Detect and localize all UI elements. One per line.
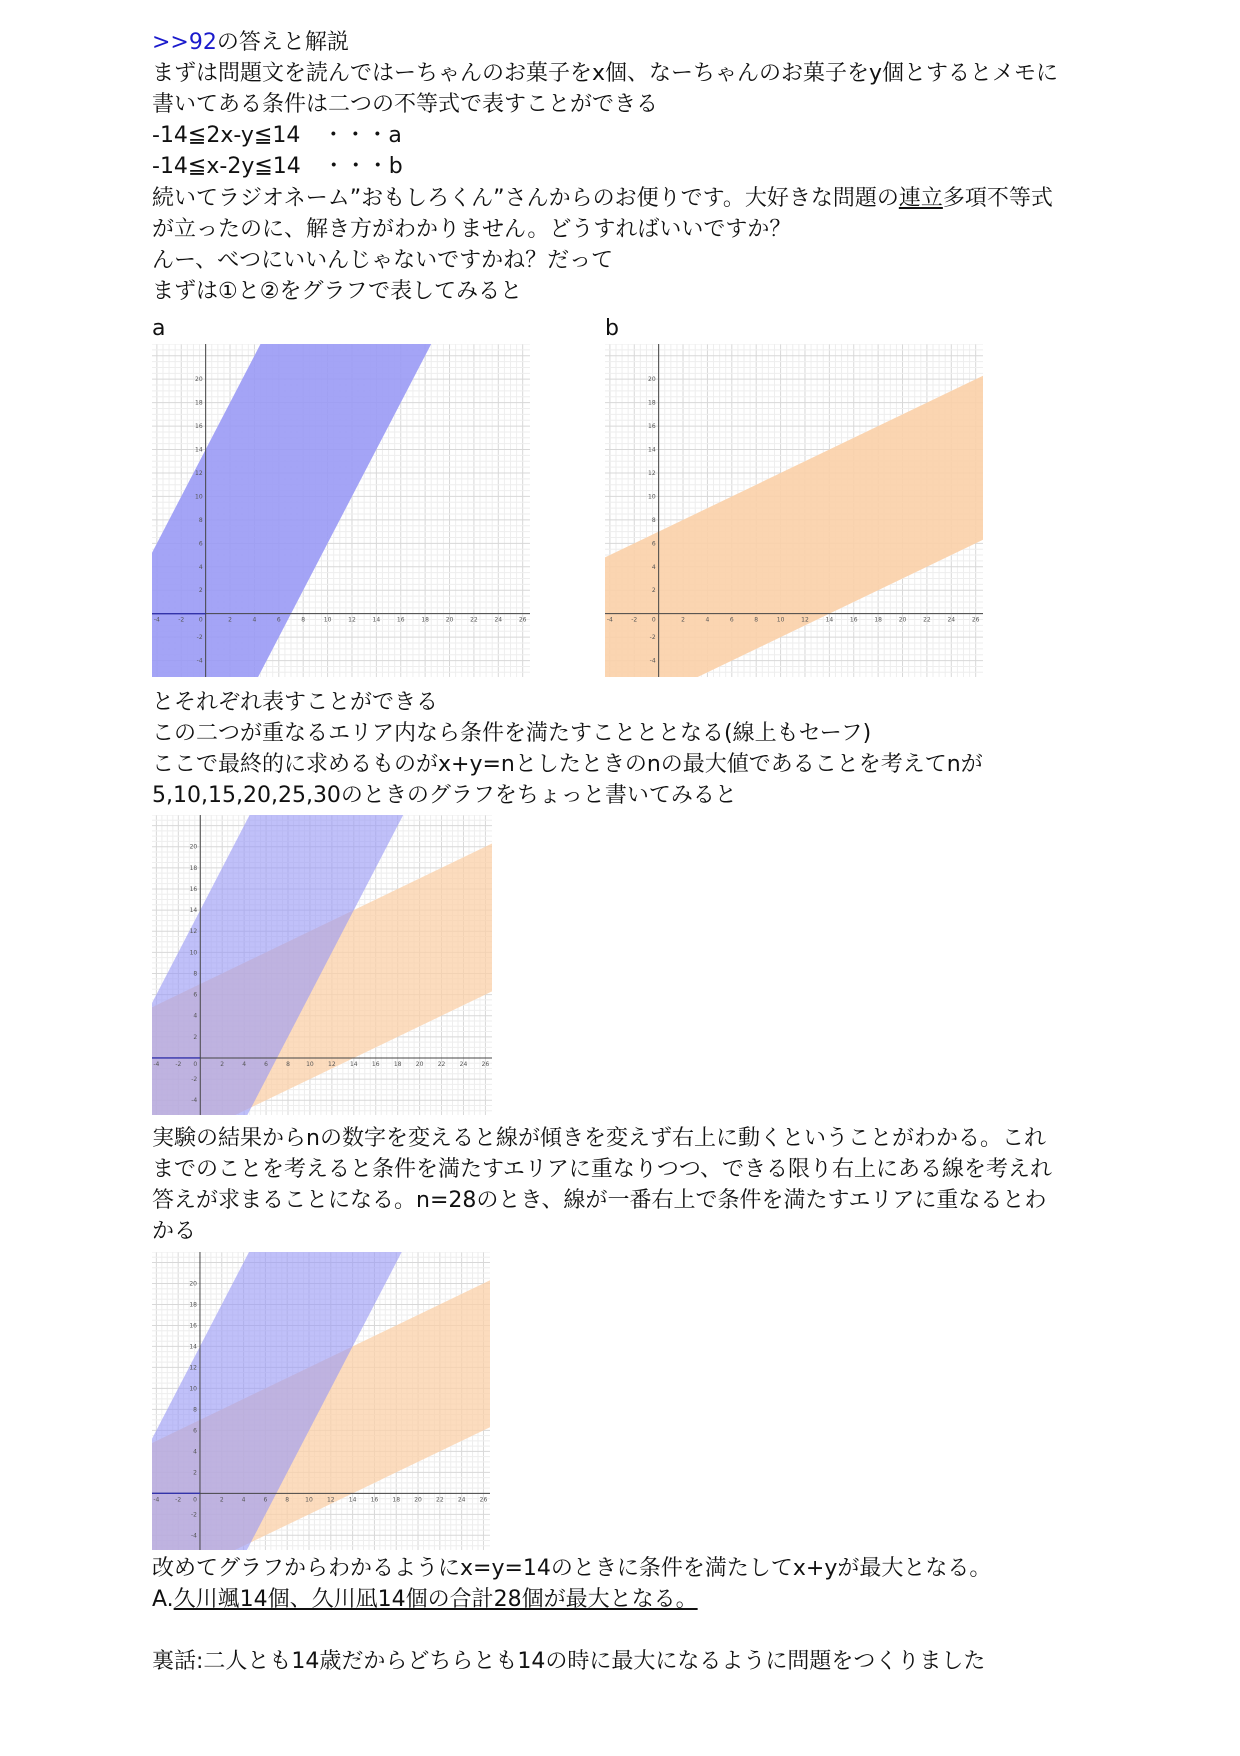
y-tick-label: 12: [648, 469, 656, 477]
x-tick-label: 26: [518, 616, 527, 624]
y-tick-label: 6: [198, 540, 203, 548]
x-tick-label: 12: [326, 1496, 335, 1504]
line-3: 書いてある条件は二つの不等式で表すことができる: [152, 92, 659, 117]
x-tick-label: 8: [285, 1496, 290, 1504]
line-14: 実験の結果からnの数字を変えると線が傾きを変えず右上に動くということがわかる。これ: [152, 1126, 1046, 1151]
y-tick-label: 10: [189, 1385, 197, 1393]
line-11: この二つが重なるエリア内なら条件を満たすことととなる(線上もセーフ): [152, 721, 872, 746]
origin-label: 0: [193, 1496, 197, 1504]
y-tick-label: 2: [193, 1469, 197, 1477]
y-tick-label: 8: [193, 1406, 197, 1414]
answer-line: [152, 1585, 698, 1615]
line-6-underlined: 連立: [898, 186, 943, 211]
y-tick-label: -2: [649, 634, 656, 642]
y-tick-label: 14: [648, 446, 656, 454]
line-17: かる: [152, 1219, 197, 1244]
answer-text: 久川颯14個、久川凪14個の合計28個が最大となる。: [173, 1587, 698, 1612]
x-tick-label: -2: [631, 616, 638, 624]
graph-a-label: a: [152, 316, 166, 341]
line-6-part-b: 多項不等式: [942, 186, 1053, 211]
x-tick-label: -4: [153, 1496, 160, 1504]
x-tick-label: 18: [874, 616, 882, 624]
x-tick-label: 2: [228, 616, 232, 624]
x-tick-label: 4: [242, 1060, 247, 1068]
y-tick-label: 20: [195, 376, 203, 384]
x-tick-label: 22: [437, 1060, 446, 1068]
x-tick-label: 16: [371, 1060, 380, 1068]
x-tick-label: 26: [479, 1496, 488, 1504]
y-tick-label: 10: [648, 493, 656, 501]
y-tick-label: -2: [191, 1076, 198, 1084]
graph-b: [605, 344, 983, 677]
graph-combined-n-lines: [152, 815, 492, 1115]
origin-label: 0: [651, 616, 656, 624]
answer-prefix: A.: [152, 1587, 174, 1612]
x-tick-label: 24: [494, 616, 503, 624]
y-tick-label: 16: [648, 423, 656, 431]
y-tick-label: 14: [189, 907, 198, 915]
x-tick-label: 22: [470, 616, 478, 624]
x-tick-label: 10: [776, 616, 785, 624]
y-tick-label: 18: [195, 399, 203, 407]
heading-text: の答えと解説: [216, 30, 349, 55]
y-tick-label: 6: [651, 540, 656, 548]
x-tick-label: 22: [436, 1496, 444, 1504]
x-tick-label: 20: [898, 616, 907, 624]
x-tick-label: 8: [286, 1060, 290, 1068]
y-tick-label: -4: [196, 657, 203, 665]
y-tick-label: 16: [189, 1322, 197, 1330]
x-tick-label: 16: [849, 616, 858, 624]
x-tick-label: -2: [175, 1060, 182, 1068]
x-tick-label: 16: [370, 1496, 379, 1504]
y-tick-label: 12: [189, 1364, 197, 1372]
x-tick-label: 8: [301, 616, 306, 624]
x-tick-label: 24: [947, 616, 956, 624]
x-tick-label: 14: [348, 1496, 357, 1504]
x-tick-label: 18: [393, 1060, 402, 1068]
x-tick-label: 8: [754, 616, 759, 624]
x-tick-label: 10: [306, 1060, 314, 1068]
x-tick-label: 20: [445, 616, 454, 624]
graph-a: [152, 344, 530, 677]
y-tick-label: -2: [190, 1511, 197, 1519]
y-tick-label: 18: [648, 399, 656, 407]
x-tick-label: 12: [328, 1060, 336, 1068]
x-tick-label: 2: [220, 1060, 225, 1068]
x-tick-label: -4: [153, 616, 160, 624]
x-tick-label: 6: [276, 616, 281, 624]
y-tick-label: 6: [193, 991, 198, 999]
line-18: 改めてグラフからわかるようにx=y=14のときに条件を満たしてx+yが最大となる。: [152, 1556, 992, 1581]
x-tick-label: 2: [219, 1496, 224, 1504]
y-tick-label: -2: [196, 634, 203, 642]
y-tick-label: 10: [189, 949, 198, 957]
x-tick-label: -4: [606, 616, 613, 624]
graph-combined-max-line: [152, 1252, 490, 1550]
x-tick-label: 4: [241, 1496, 246, 1504]
inequality-a: -14≦2x-y≦14 ・・・a: [152, 123, 402, 148]
x-tick-label: 14: [372, 616, 381, 624]
x-tick-label: -4: [153, 1060, 160, 1068]
line-7: が立ったのに、解き方がわかりません。どうすればいいですか？: [152, 217, 792, 242]
y-tick-label: 4: [651, 563, 656, 571]
y-tick-label: 8: [651, 516, 656, 524]
y-tick-label: 10: [195, 493, 203, 501]
origin-label: 0: [193, 1060, 198, 1068]
y-tick-label: 14: [195, 446, 203, 454]
line-13: 5,10,15,20,25,30のときのグラフをちょっと書いてみると: [152, 783, 737, 808]
y-tick-label: 4: [193, 1448, 197, 1456]
x-tick-label: 16: [396, 616, 405, 624]
y-tick-label: 6: [193, 1427, 197, 1435]
reply-link[interactable]: >>92: [152, 30, 217, 55]
x-tick-label: 4: [252, 616, 257, 624]
line-8: んー、べつにいいんじゃないですかね？だって: [152, 248, 614, 273]
x-tick-label: 10: [305, 1496, 313, 1504]
line-6-part-a: 続いてラジオネーム”おもしろくん”さんからのお便りです。大好きな問題の: [152, 186, 899, 211]
line-2: まずは問題文を読んではーちゃんのお菓子をx個、なーちゃんのお菓子をy個とするとメモに: [152, 61, 1059, 86]
origin-label: 0: [198, 616, 203, 624]
line-heading: [152, 28, 349, 58]
y-tick-label: 8: [198, 516, 203, 524]
y-tick-label: 20: [648, 376, 656, 384]
x-tick-label: -2: [175, 1496, 182, 1504]
y-tick-label: -4: [649, 657, 656, 665]
x-tick-label: 24: [457, 1496, 466, 1504]
y-tick-label: 20: [189, 1280, 197, 1288]
graph-b-label: b: [605, 316, 619, 341]
region-b: [605, 376, 983, 677]
x-tick-label: 14: [825, 616, 834, 624]
line-20: 裏話:二人とも14歳だからどちらとも14の時に最大になるように問題をつくりました: [152, 1649, 986, 1674]
x-tick-label: 20: [415, 1060, 424, 1068]
y-tick-label: 20: [189, 843, 198, 851]
line-10: とそれぞれ表すことができる: [152, 690, 439, 715]
y-tick-label: 4: [193, 1012, 198, 1020]
x-tick-label: 6: [729, 616, 734, 624]
line-16: 答えが求まることになる。n=28のとき、線が一番右上で条件を満たすエリアに重なるとわ: [152, 1188, 1047, 1213]
x-tick-label: 12: [801, 616, 809, 624]
y-tick-label: 8: [193, 970, 198, 978]
x-tick-label: 26: [971, 616, 980, 624]
y-tick-label: 12: [195, 469, 203, 477]
line-12: ここで最終的に求めるものがx+y=nとしたときのnの最大値であることを考えてnが: [152, 752, 983, 777]
y-tick-label: 2: [651, 587, 656, 595]
x-tick-label: 12: [348, 616, 356, 624]
x-tick-label: 10: [323, 616, 332, 624]
y-tick-label: 18: [189, 864, 198, 872]
y-tick-label: 16: [195, 423, 203, 431]
y-tick-label: 14: [189, 1343, 197, 1351]
x-tick-label: 6: [264, 1060, 268, 1068]
inequality-b: -14≦x-2y≦14 ・・・b: [152, 154, 403, 179]
x-tick-label: 18: [421, 616, 429, 624]
x-tick-label: 26: [481, 1060, 490, 1068]
x-tick-label: 24: [459, 1060, 468, 1068]
y-tick-label: 12: [189, 928, 198, 936]
y-tick-label: 2: [198, 587, 203, 595]
line-6: [152, 184, 1053, 214]
line-15: までのことを考えると条件を満たすエリアに重なりつつ、できる限り右上にある線を考えれ: [152, 1157, 1053, 1182]
y-tick-label: 4: [198, 563, 203, 571]
x-tick-label: 18: [392, 1496, 401, 1504]
y-tick-label: -4: [191, 1097, 198, 1105]
x-tick-label: 14: [349, 1060, 358, 1068]
x-tick-label: 4: [705, 616, 710, 624]
x-tick-label: 22: [923, 616, 931, 624]
x-tick-label: 2: [681, 616, 685, 624]
y-tick-label: 18: [189, 1301, 197, 1309]
line-9: まずは①と②をグラフで表してみると: [152, 279, 523, 304]
y-tick-label: 16: [189, 885, 198, 893]
y-tick-label: -4: [190, 1532, 197, 1540]
x-tick-label: 6: [263, 1496, 268, 1504]
x-tick-label: 20: [414, 1496, 422, 1504]
y-tick-label: 2: [193, 1033, 198, 1041]
x-tick-label: -2: [178, 616, 185, 624]
